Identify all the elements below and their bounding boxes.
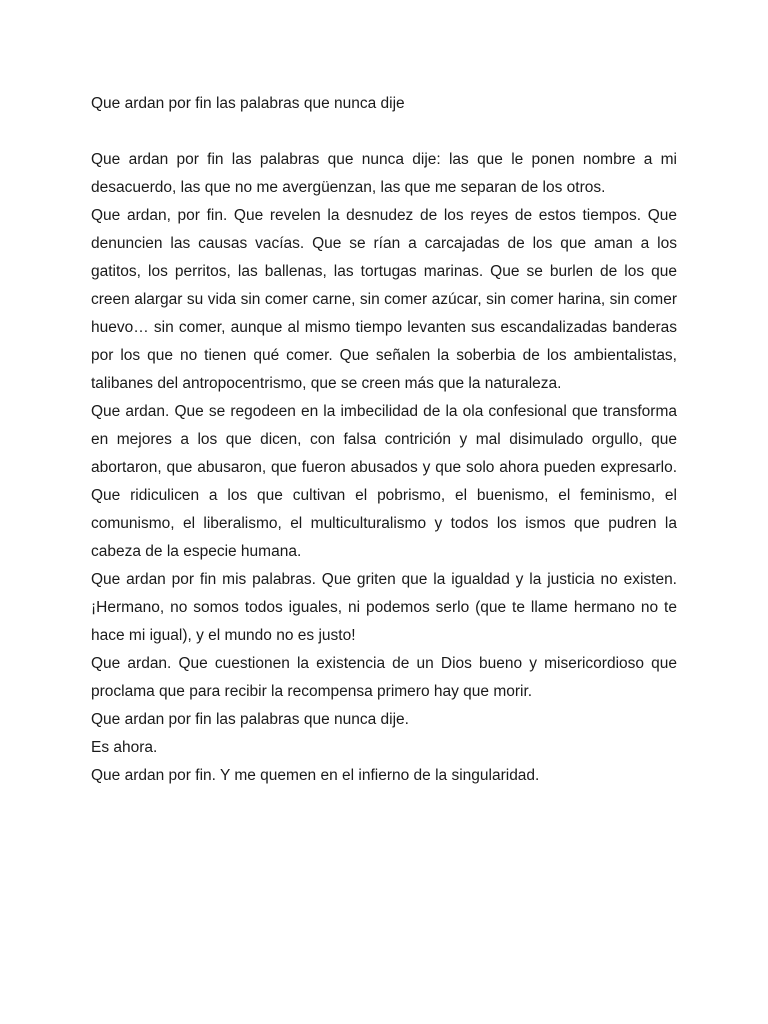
paragraph-6: Que ardan por fin las palabras que nunca dije. [91,711,409,728]
paragraph-4: Que ardan por fin mis palabras. Que griten que la igualdad y la justicia no existen. ¡Hermano, no somos todos iguales, ni podemos serlo (que te llame hermano no te hace mi igual), y el mundo no es justo! [91,571,677,644]
paragraph-5: Que ardan. Que cuestionen la existencia de un Dios bueno y misericordioso que proclama que para recibir la recompensa primero hay que morir. [91,655,677,700]
paragraph-2: Que ardan, por fin. Que revelen la desnudez de los reyes de estos tiempos. Que denuncien las causas vacías. Que se rían a carcajadas de los que aman a los gatitos, los perritos, las ballenas, las tortugas marinas. Que se burlen de los que creen alargar su vida sin comer carne, sin comer azúcar, sin comer harina, sin comer huevo… sin comer, aunque al mismo tiempo levanten sus escandalizadas banderas por los que no tienen qué comer. Que señalen la soberbia de los ambientalistas, talibanes del antropocentrismo, que se creen más que la naturaleza. [91,207,677,392]
paragraph-1: Que ardan por fin las palabras que nunca dije: las que le ponen nombre a mi desacuerdo, las que no me avergüenzan, las que me separan de los otros. [91,151,677,196]
title-spacer [91,118,677,146]
document-page [91,90,677,790]
paragraph-7: Es ahora. [91,739,158,756]
document-title: Que ardan por fin las palabras que nunca dije [91,95,405,112]
paragraph-8: Que ardan por fin. Y me quemen en el infierno de la singularidad. [91,767,540,784]
paragraph-3: Que ardan. Que se regodeen en la imbecilidad de la ola confesional que transforma en mejores a los que dicen, con falsa contrición y mal disimulado orgullo, que abortaron, que abusaron, que fueron abusados y que solo ahora pueden expresarlo. Que ridiculicen a los que cultivan el pobrismo, el buenismo, el feminismo, el comunismo, el liberalismo, el multiculturalismo y todos los ismos que pudren la cabeza de la especie humana. [91,403,677,560]
